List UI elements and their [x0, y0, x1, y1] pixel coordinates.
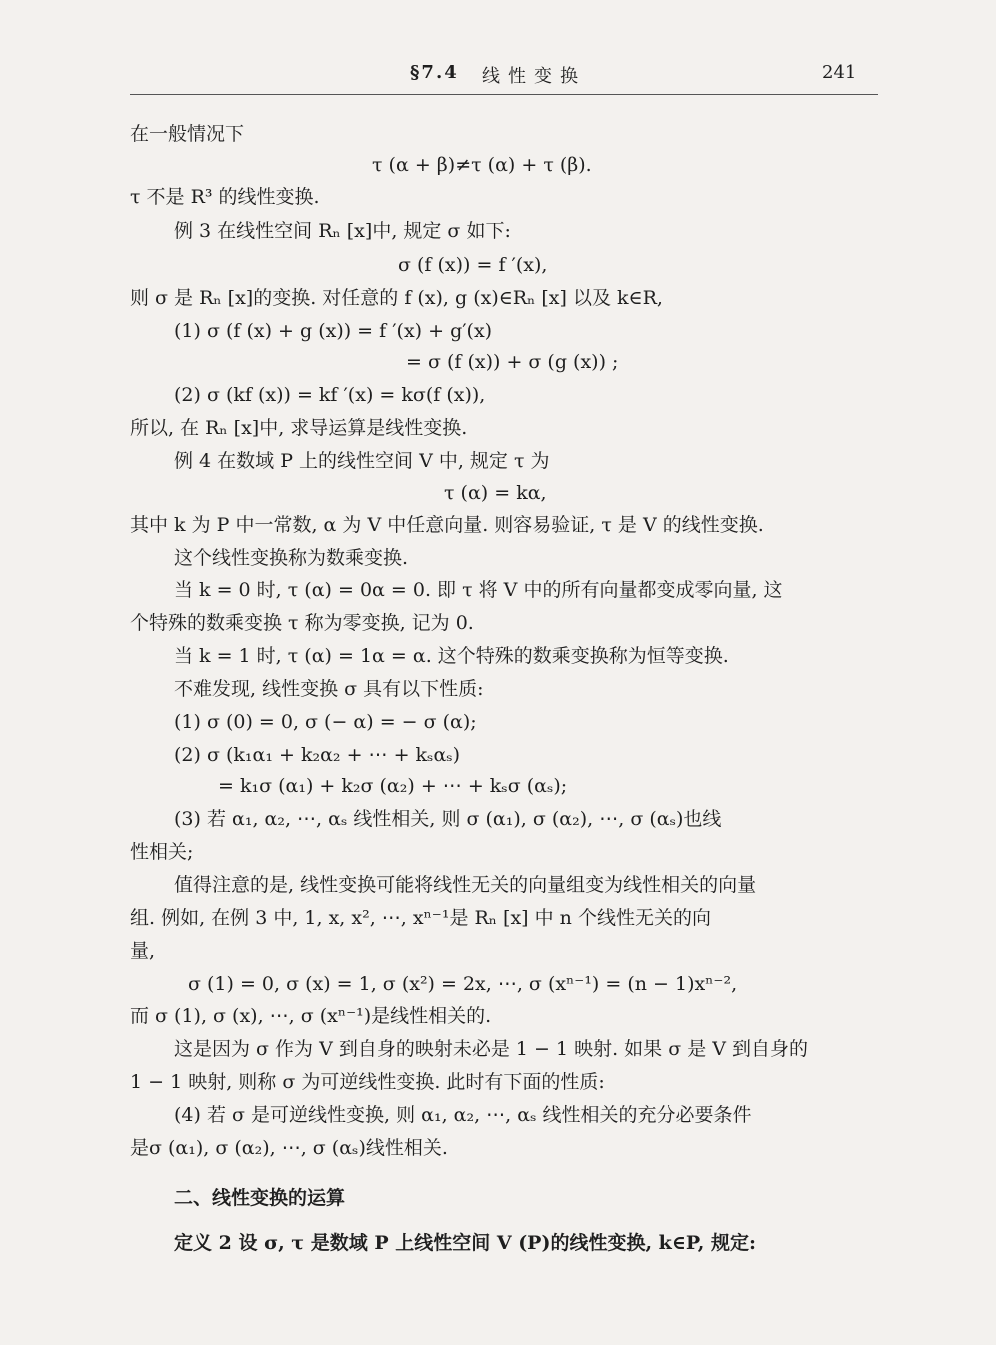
text-line: 当 k = 0 时, τ (α) = 0α = 0. 即 τ 将 V 中的所有向量都变成零向量, 这	[174, 579, 783, 601]
text-line: 值得注意的是, 线性变换可能将线性无关的向量组变为线性相关的向量	[174, 874, 757, 896]
text-line: 量,	[130, 940, 156, 962]
text-line: 例 3 在线性空间 Rₙ [x]中, 规定 σ 如下:	[174, 220, 511, 242]
text-line: 组. 例如, 在例 3 中, 1, x, x², ⋯, xⁿ⁻¹是 Rₙ [x] 中 n 个线性无关的向	[130, 907, 711, 929]
text-line: 性相关;	[130, 841, 194, 863]
text-line: τ 不是 R³ 的线性变换.	[130, 186, 320, 208]
header-rule	[130, 94, 878, 95]
text-line: (1) σ (0) = 0, σ (− α) = − σ (α);	[174, 711, 477, 733]
text-line: (2) σ (kf (x)) = kf ′(x) = kσ(f (x)),	[174, 384, 486, 406]
text-line: 定义 2 设 σ, τ 是数域 P 上线性空间 V (P)的线性变换, k∈P, 规定:	[174, 1232, 756, 1254]
text-line: (3) 若 α₁, α₂, ⋯, αₛ 线性相关, 则 σ (α₁), σ (α₂), ⋯, σ (αₛ)也线	[174, 808, 722, 830]
text-line: σ (f (x)) = f ′(x),	[398, 254, 548, 276]
text-line: 当 k = 1 时, τ (α) = 1α = α. 这个特殊的数乘变换称为恒等变换.	[174, 645, 729, 667]
text-line: 所以, 在 Rₙ [x]中, 求导运算是线性变换.	[130, 417, 468, 439]
text-line: 二、线性变换的运算	[174, 1187, 346, 1209]
text-line: 是σ (α₁), σ (α₂), ⋯, σ (αₛ)线性相关.	[130, 1137, 448, 1159]
text-line: 不难发现, 线性变换 σ 具有以下性质:	[174, 678, 484, 700]
text-line: 在一般情况下	[130, 123, 245, 145]
text-line: (1) σ (f (x) + g (x)) = f ′(x) + g′(x)	[174, 320, 493, 342]
text-line: τ (α) = kα,	[444, 482, 547, 504]
text-line: 1 − 1 映射, 则称 σ 为可逆线性变换. 此时有下面的性质:	[130, 1071, 605, 1093]
text-line: = k₁σ (α₁) + k₂σ (α₂) + ⋯ + kₛσ (αₛ);	[218, 775, 568, 797]
text-line: 这是因为 σ 作为 V 到自身的映射未必是 1 − 1 映射. 如果 σ 是 V 到自身的	[174, 1038, 809, 1060]
text-line: 而 σ (1), σ (x), ⋯, σ (xⁿ⁻¹)是线性相关的.	[130, 1005, 492, 1027]
header-page-number: 241	[822, 62, 857, 83]
text-line: 个特殊的数乘变换 τ 称为零变换, 记为 0.	[130, 612, 474, 634]
text-line: (2) σ (k₁α₁ + k₂α₂ + ⋯ + kₛαₛ)	[174, 744, 461, 766]
text-line: = σ (f (x)) + σ (g (x)) ;	[406, 351, 619, 373]
text-line: 其中 k 为 P 中一常数, α 为 V 中任意向量. 则容易验证, τ 是 V 的线性变换.	[130, 514, 764, 536]
header-section-title: 线性变换	[482, 66, 586, 87]
text-line: σ (1) = 0, σ (x) = 1, σ (x²) = 2x, ⋯, σ (xⁿ⁻¹) = (n − 1)xⁿ⁻²,	[188, 973, 738, 995]
header-section-number: §7.4	[410, 62, 459, 83]
text-line: (4) 若 σ 是可逆线性变换, 则 α₁, α₂, ⋯, αₛ 线性相关的充分必要条件	[174, 1104, 752, 1126]
text-line: τ (α + β)≠τ (α) + τ (β).	[372, 154, 592, 176]
text-line: 这个线性变换称为数乘变换.	[174, 547, 409, 569]
text-line: 例 4 在数域 P 上的线性空间 V 中, 规定 τ 为	[174, 450, 550, 472]
text-line: 则 σ 是 Rₙ [x]的变换. 对任意的 f (x), g (x)∈Rₙ [x] 以及 k∈R,	[130, 287, 663, 309]
